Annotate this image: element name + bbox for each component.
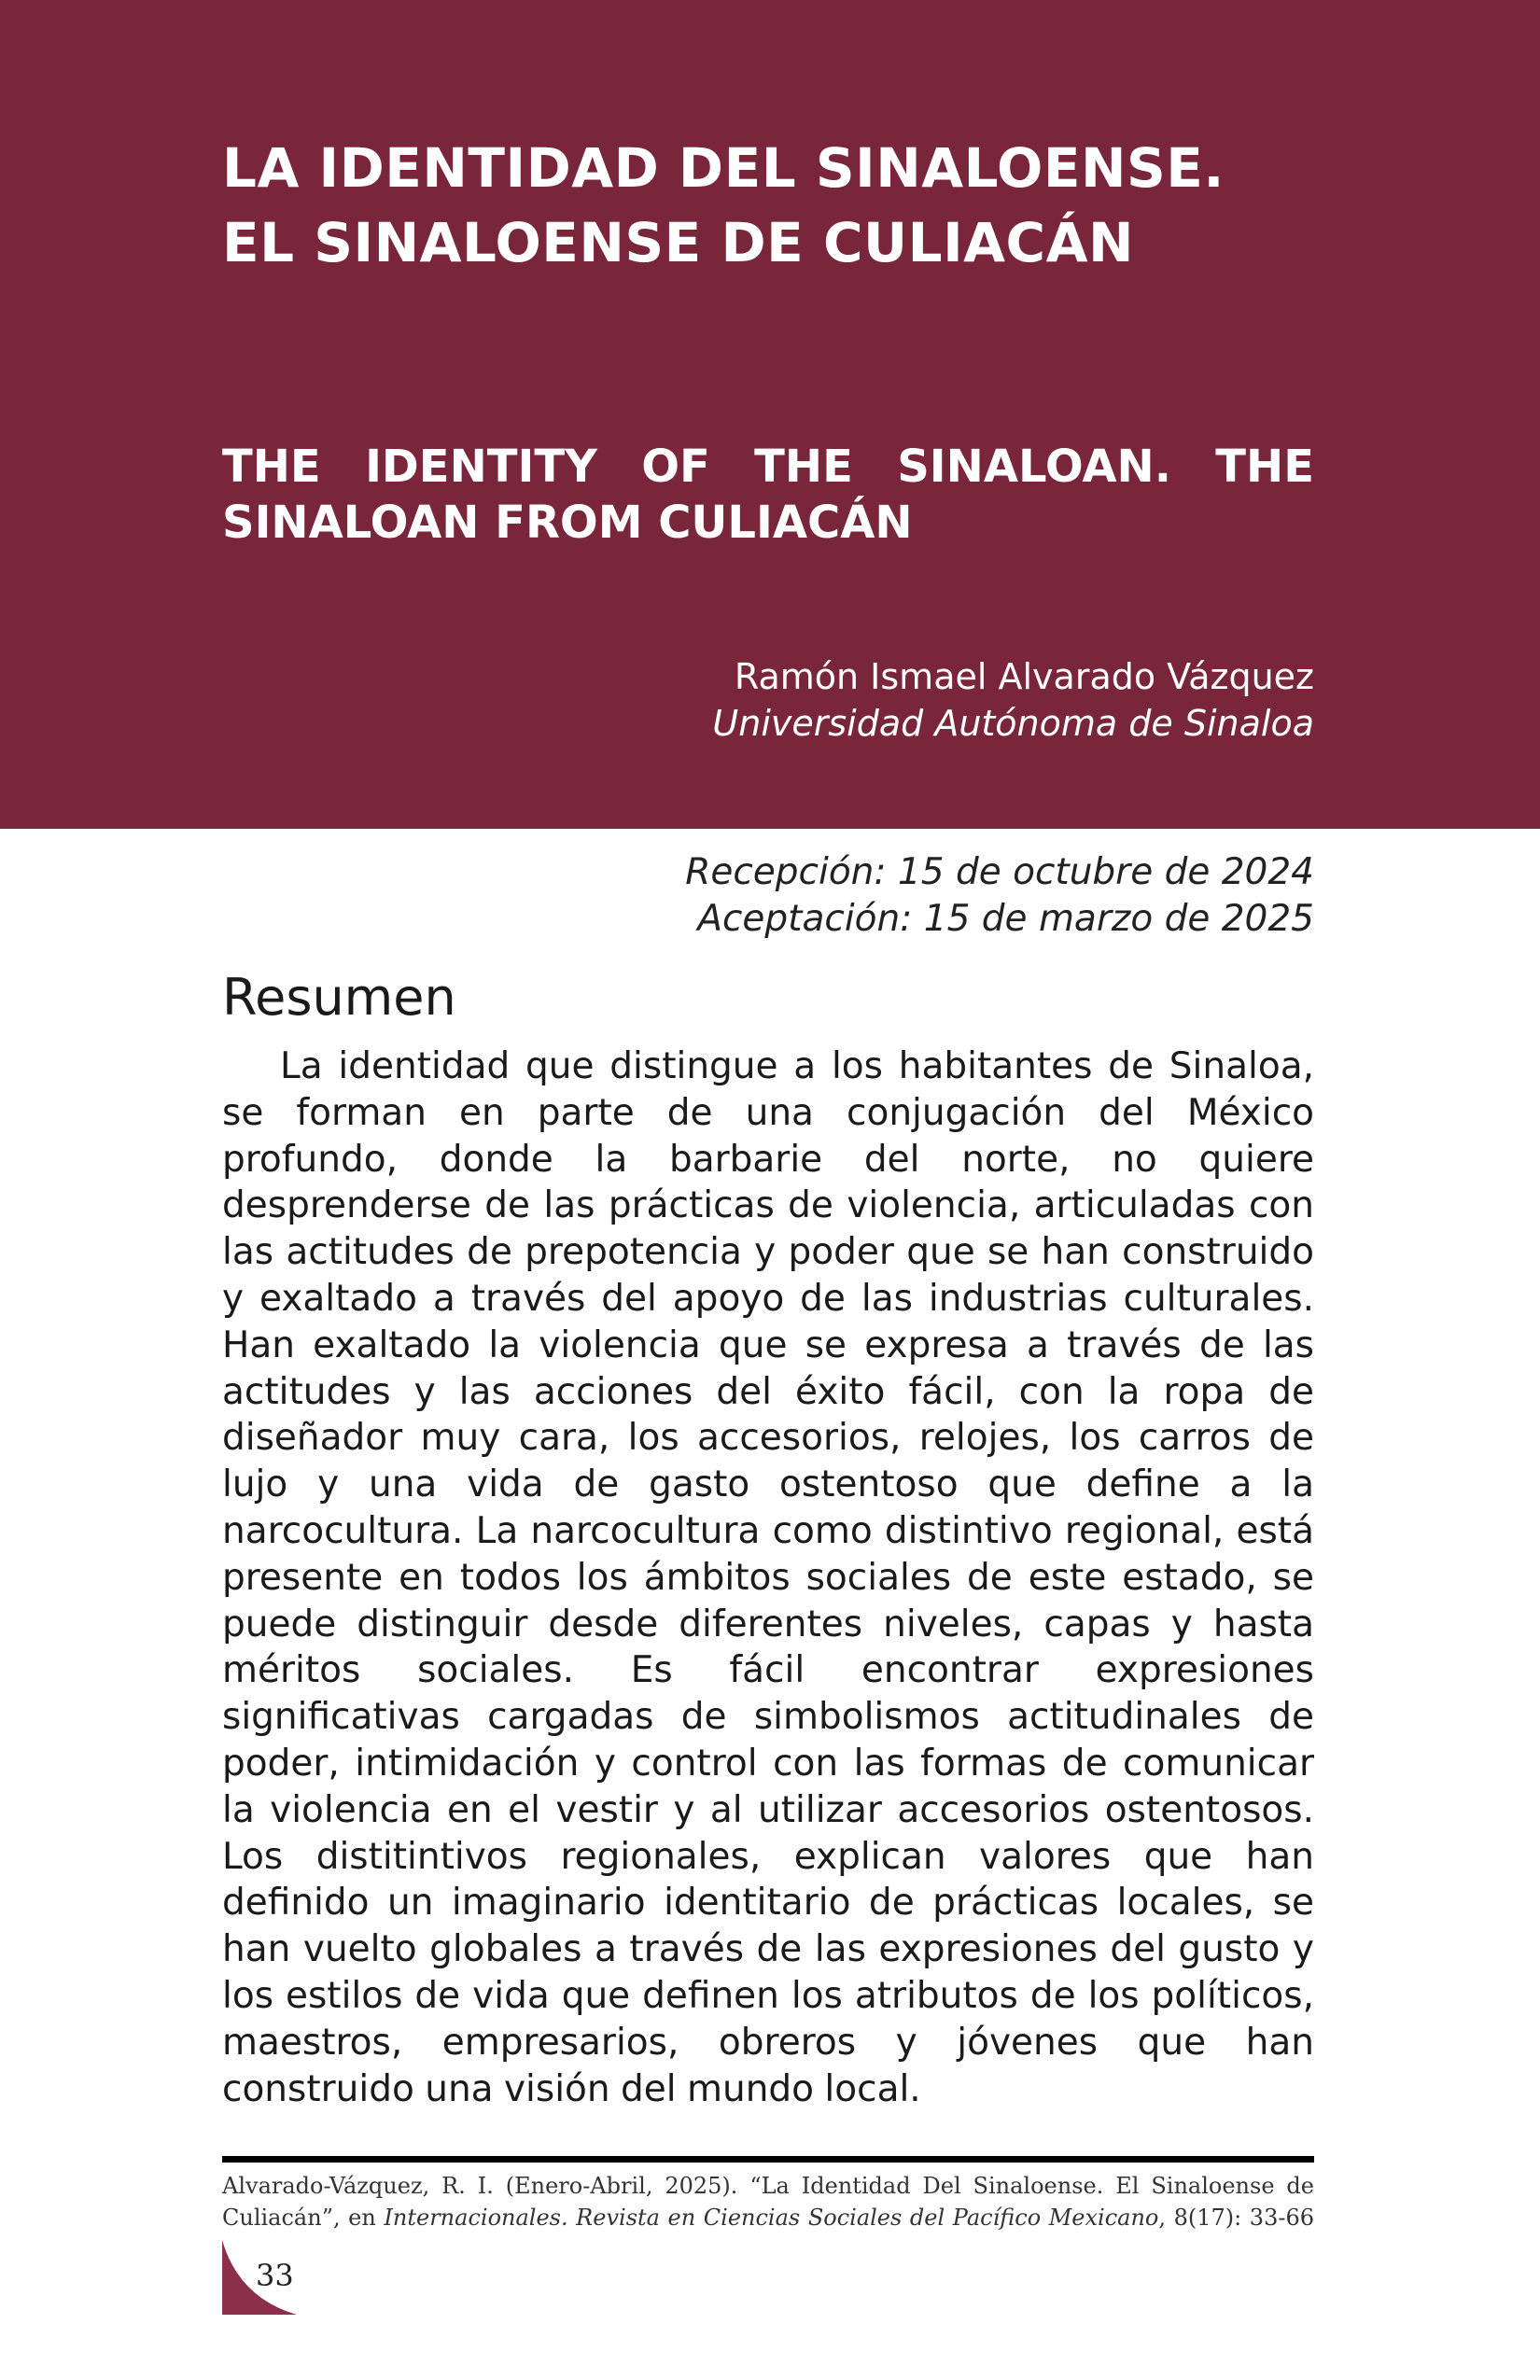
accepted-date: Aceptación: 15 de marzo de 2025 bbox=[697, 898, 1314, 940]
author-affiliation: Universidad Autónoma de Sinaloa bbox=[712, 703, 1314, 744]
page-number: 33 bbox=[256, 2258, 294, 2293]
author-name: Ramón Ismael Alvarado Vázquez bbox=[734, 656, 1314, 697]
citation-journal: Internacionales. Revista en Ciencias Sociales del Pacífico Mexicano bbox=[384, 2205, 1159, 2231]
submission-dates bbox=[685, 849, 1314, 943]
author-block bbox=[712, 653, 1314, 747]
title-es-line2: EL SINALOENSE DE CULIACÁN bbox=[222, 211, 1135, 274]
abstract-heading: Resumen bbox=[222, 968, 456, 1027]
abstract-body: La identidad que distingue a los habitantes de Sinaloa, se forman en parte de una conjugación del México profundo, donde la barbarie del norte, no quiere desprenderse de las prácticas de violencia, articuladas con las actitudes de prepotencia y poder que se han construido y exaltado a través del apoyo de las industrias culturales. Han exaltado la violencia que se expresa a través de las actitudes y las acciones del éxito fácil, con la ropa de diseñador muy cara, los accesorios, relojes, los carros de lujo y una vida de gasto ostentoso que define a la narcocultura. La narcocultura como distintivo regional, está presente en todos los ámbitos sociales de este estado, se puede distinguir desde diferentes niveles, capas y hasta méritos sociales. Es fácil encontrar expresiones significativas cargadas de simbolismos actitudinales de poder, intimidación y control con las formas de comunicar la violencia en el vestir y al utilizar accesorios ostentosos. Los distitintivos regionales, explican valores que han definido un imaginario identitario de prácticas locales, se han vuelto globales a través de las expresiones del gusto y los estilos de vida que definen los atributos de los políticos, maestros, empresarios, obreros y jóvenes que han construido una visión del mundo local. bbox=[222, 1045, 1314, 2110]
article-title-english: THE IDENTITY OF THE SINALOAN. THE SINALOAN FROM CULIACÁN bbox=[222, 441, 1314, 549]
header-band bbox=[0, 0, 1540, 829]
footer-divider bbox=[222, 2156, 1314, 2163]
citation-volume-pages: , 8(17): 33-66 bbox=[1158, 2205, 1314, 2231]
title-es-line1: LA IDENTIDAD DEL SINALOENSE. bbox=[222, 136, 1225, 200]
article-title-spanish bbox=[222, 131, 1314, 280]
citation bbox=[222, 2170, 1314, 2233]
received-date: Recepción: 15 de octubre de 2024 bbox=[685, 851, 1314, 893]
citation-authors-title: Alvarado-Vázquez, R. I. (Enero-Abril, 2025). “La Identidad Del Sinaloense. El Sinaloense de Culiacán”, en bbox=[222, 2173, 1314, 2231]
